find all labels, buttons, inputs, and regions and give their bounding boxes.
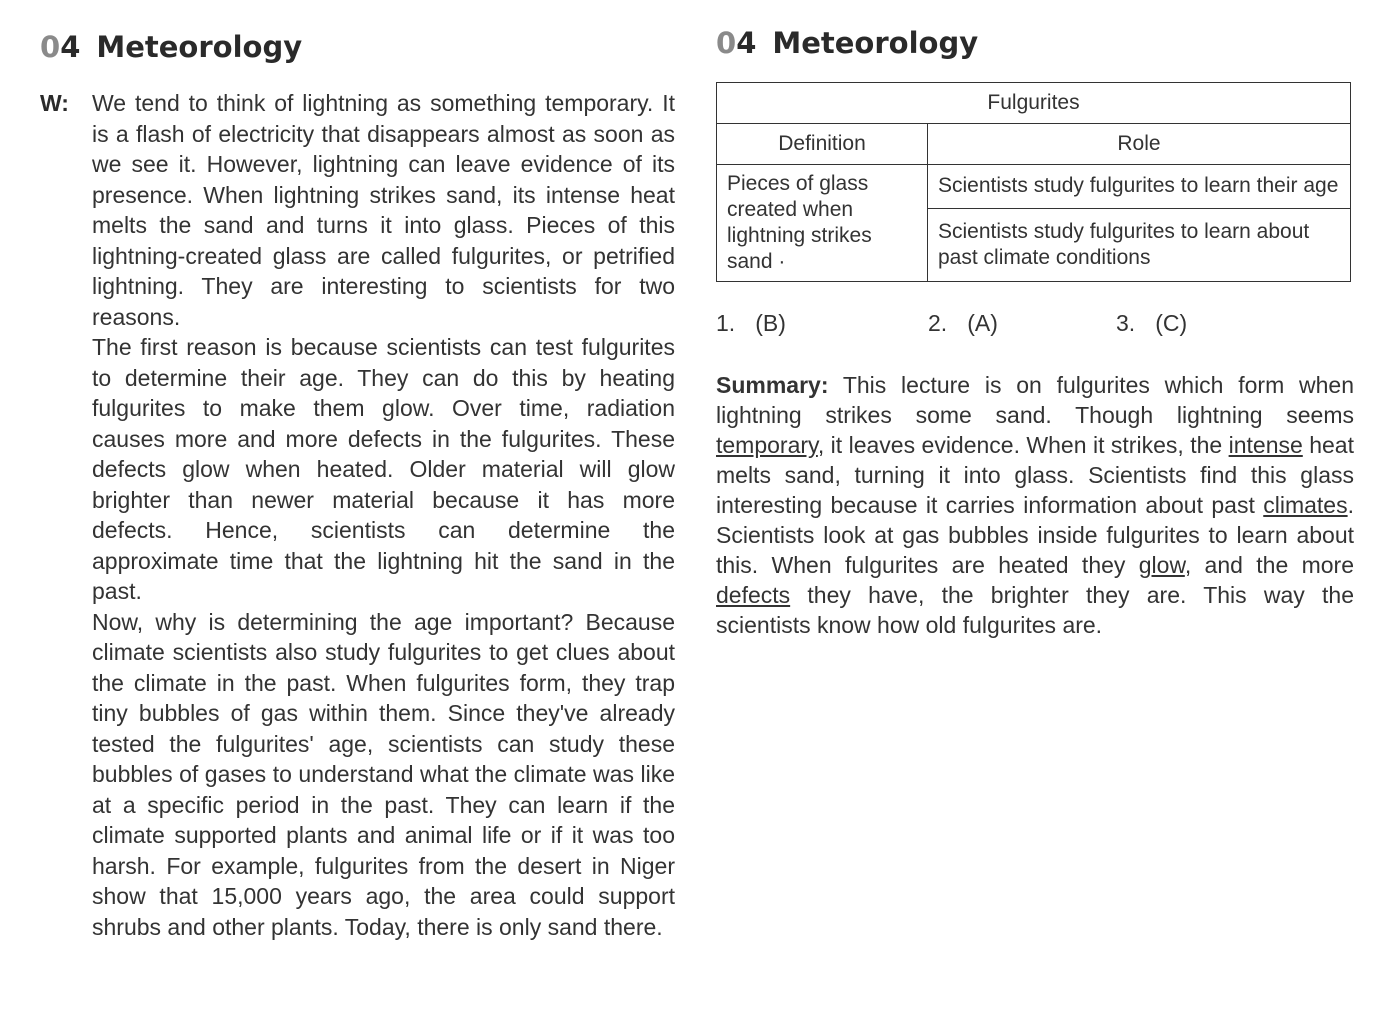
answer-key — [716, 310, 1354, 342]
underlined-term: temporary — [716, 432, 818, 458]
answer-item: 3. (C) — [1116, 310, 1188, 336]
column-header-role: Role — [928, 124, 1351, 165]
lecture-transcript — [40, 88, 680, 942]
column-header-definition: Definition — [717, 124, 928, 165]
section-heading-right — [716, 26, 1354, 60]
lecture-paragraph: The first reason is because scientists can test fulgurites to determine their age. They can do this by heating fulgurites to make them glow. Over time, radiation causes more and more defects in the fulgurites. These defects glow when heated. Older material will glow brighter than newer material because it has more defects. Hence, scientists can determine the approximate time that the lightning hit the sand in the past. — [92, 334, 675, 604]
answer-item: 1. (B) — [716, 310, 786, 336]
left-column — [40, 30, 680, 942]
right-column — [716, 26, 1354, 640]
section-title: Meteorology — [772, 26, 979, 60]
section-number: 04 — [40, 30, 81, 64]
lecture-body — [92, 88, 675, 942]
lecture-paragraph: Now, why is determining the age important? Because climate scientists also study fulgurites to get clues about the climate in the past. When fulgurites form, they trap tiny bubbles of gas within them. Since they've already tested the fulgurites' age, scientists can study these bubbles of gases to understand what the climate was like at a specific period in the past. They can learn if the climate supported plants and animal life or if it was too harsh. For example, fulgurites from the desert in Niger show that 15,000 years ago, the area could support shrubs and other plants. Today, there is only sand there. — [92, 608, 675, 940]
role-cell: Scientists study fulgurites to learn about past climate conditions — [928, 208, 1351, 281]
answer-item: 2. (A) — [928, 310, 998, 336]
table-title: Fulgurites — [717, 83, 1351, 124]
definition-cell: Pieces of glass created when lightning strikes sand · — [717, 165, 928, 282]
underlined-term: intense — [1228, 432, 1303, 458]
section-number: 04 — [716, 26, 757, 60]
underlined-term: climates — [1263, 492, 1348, 518]
fulgurites-table — [716, 82, 1351, 282]
lecture-paragraph: We tend to think of lightning as something temporary. It is a flash of electricity that disappears almost as soon as we see it. However, lightning can leave evidence of its presence. When lightning strikes sand, its intense heat melts the sand and turns it into glass. Pieces of this lightning-created glass are called fulgurites, or petrified lightning. They are interesting to scientists for two reasons. — [92, 90, 675, 330]
section-title: Meteorology — [96, 30, 303, 64]
summary-paragraph: Summary: This lecture is on fulgurites which form when lightning strikes some sand. Though lightning seems temporary, it leaves evidence. When it strikes, the intense heat melts sand, turning it into glass. Scientists find this glass interesting because it carries information about past climates. Scientists look at gas bubbles inside fulgurites to learn about this. When fulgurites are heated they glow, and the more defects they have, the brighter they are. This way the scientists know how old fulgurites are. — [716, 372, 1355, 638]
underlined-term: defects — [716, 582, 791, 608]
underlined-term: glow — [1138, 552, 1185, 578]
speaker-label: W: — [40, 90, 69, 116]
summary-label: Summary: — [716, 372, 829, 398]
section-heading-left — [40, 30, 680, 64]
role-cell: Scientists study fulgurites to learn their age — [928, 165, 1351, 209]
